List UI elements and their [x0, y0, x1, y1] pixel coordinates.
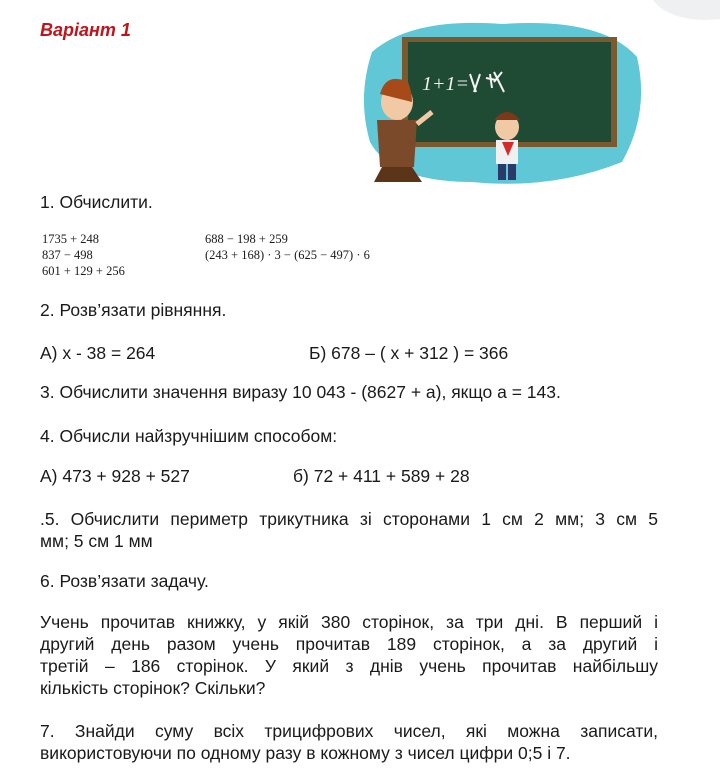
- task3-text: 3. Обчислити значення виразу 10 043 - (8627 + а), якщо а = 143.: [40, 382, 561, 402]
- task7-text: [40, 720, 658, 764]
- task6-problem: [40, 611, 658, 699]
- task5-line: .5. Обчислити периметр трикутника зі сторонами 1 см 2 мм; 3 см 5: [40, 509, 658, 529]
- task5-line: мм; 5 см 1 мм: [40, 531, 153, 551]
- task6-line: кількість сторінок? Скільки?: [40, 678, 266, 698]
- task2-equation-a: А) х - 38 = 264: [40, 343, 156, 363]
- task1-title: 1. Обчислити.: [40, 192, 153, 212]
- task1-left-expressions: [42, 231, 125, 279]
- expression: 837 − 498: [42, 248, 93, 262]
- task5-text: [40, 508, 658, 552]
- task2-title: 2. Розв’язати рівняння.: [40, 300, 227, 320]
- expression: 688 − 198 + 259: [205, 232, 288, 246]
- task4-title: 4. Обчисли найзручнішим способом:: [40, 426, 338, 446]
- task6-line: Учень прочитав книжку, у якій 380 сторінок, за три дні. В перший і: [40, 612, 658, 632]
- task6-line: другий день разом учень прочитав 189 сторінок, а за другий і: [40, 634, 658, 654]
- task6-line: третій – 186 сторінок. У який з днів учень прочитав найбільшу: [40, 656, 658, 676]
- board-formula: 1+1=: [422, 73, 469, 95]
- task1-right-expressions: [205, 231, 370, 263]
- task7-line: 7. Знайди суму всіх трицифрових чисел, які можна записати,: [40, 721, 658, 741]
- expression: 601 + 129 + 256: [42, 264, 125, 278]
- task4-expression-b: б) 72 + 411 + 589 + 28: [293, 466, 470, 486]
- expression: 1735 + 248: [42, 232, 100, 246]
- corner-decoration: [650, 0, 720, 20]
- teacher-illustration: [352, 12, 652, 187]
- expression: (243 + 168) · 3 − (625 − 497) · 6: [205, 248, 370, 262]
- variant-title: Варіант 1: [40, 20, 131, 40]
- task4-expression-a: А) 473 + 928 + 527: [40, 466, 190, 486]
- task7-line: використовуючи по одному разу в кожному з чисел цифри 0;5 і 7.: [40, 743, 571, 763]
- task2-equation-b: Б) 678 – ( х + 312 ) = 366: [309, 343, 509, 363]
- task6-title: 6. Розв’язати задачу.: [40, 571, 209, 591]
